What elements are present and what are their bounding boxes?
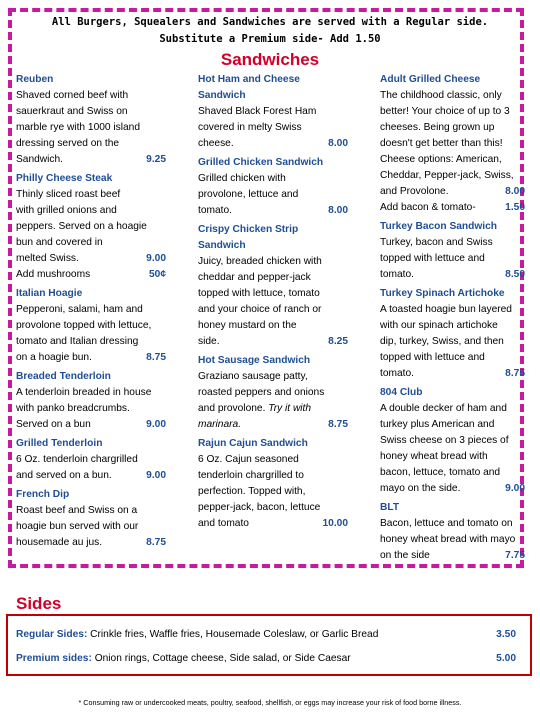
item-description-text: and tomato xyxy=(198,518,249,529)
item-description-last xyxy=(380,267,525,283)
menu-item xyxy=(16,72,166,168)
item-name: Turkey Spinach Artichoke xyxy=(380,288,505,299)
item-description-last xyxy=(380,481,525,497)
item-description-last xyxy=(16,152,166,168)
item-description: Turkey, bacon and Swiss xyxy=(380,237,493,248)
item-description xyxy=(198,401,348,417)
item-name: Reuben xyxy=(16,74,54,85)
item-name: 804 Club xyxy=(380,387,423,398)
item-description-last xyxy=(198,516,348,532)
menu-item xyxy=(16,487,166,551)
notice-line-1: All Burgers, Squealers and Sandwiches are served with a Regular side. xyxy=(51,16,489,28)
item-description-text: cheese. xyxy=(198,138,234,149)
item-description: Grilled chicken with xyxy=(198,173,286,184)
item-price: 8.00 xyxy=(328,205,348,216)
item-suggestion: Try it with xyxy=(268,403,312,414)
item-description: with panko breadcrumbs. xyxy=(16,403,130,414)
item-name: Hot Ham and Cheese xyxy=(198,74,300,85)
item-description-text: side. xyxy=(198,336,220,347)
item-description: perfection. Topped with, xyxy=(198,486,306,497)
item-description-last xyxy=(16,350,166,366)
item-description-text: mayo on the side. xyxy=(380,483,461,494)
item-price: 9.25 xyxy=(146,154,166,165)
item-name: Grilled Tenderloin xyxy=(16,438,103,449)
item-description: Shaved corned beef with xyxy=(16,90,129,101)
item-name: Adult Grilled Cheese xyxy=(380,74,481,85)
item-description: bacon, lettuce, tomato and xyxy=(380,467,501,478)
item-description-last xyxy=(380,366,525,382)
menu-column-1 xyxy=(16,72,166,554)
item-price: 9.00 xyxy=(146,253,166,264)
addon-price: 1.50 xyxy=(505,202,525,213)
menu-item xyxy=(16,171,166,283)
item-price: 8.75 xyxy=(328,419,348,430)
item-description: cheeses. Being grown up xyxy=(380,122,495,133)
item-price: 8.00 xyxy=(328,138,348,149)
menu-item xyxy=(380,286,525,382)
item-description-text: melted Swiss. xyxy=(16,253,79,264)
item-description-text: tomato. xyxy=(198,205,232,216)
item-price: 9.00 xyxy=(146,419,166,430)
item-description-last xyxy=(198,334,348,350)
item-name: BLT xyxy=(380,502,400,513)
item-description: tenderloin chargrilled to xyxy=(198,470,304,481)
item-name: Hot Sausage Sandwich xyxy=(198,355,311,366)
item-name: Rajun Cajun Sandwich xyxy=(198,438,308,449)
item-price: 8.75 xyxy=(505,368,525,379)
item-description: topped with lettuce, tomato xyxy=(198,288,320,299)
item-addon xyxy=(380,200,525,216)
item-description-text: and provolone. xyxy=(198,403,269,414)
item-description-last xyxy=(16,535,166,551)
item-description: pepper-jack, bacon, lettuce xyxy=(198,502,321,513)
menu-item xyxy=(198,353,348,433)
item-description: Shaved Black Forest Ham xyxy=(198,106,317,117)
menu-item xyxy=(198,222,348,350)
item-description: Roast beef and Swiss on a xyxy=(16,505,138,516)
item-description-text: Sandwich. xyxy=(16,154,64,165)
menu-item xyxy=(380,500,525,564)
item-description: bun and covered in xyxy=(16,237,103,248)
item-description: turkey plus American and xyxy=(380,419,495,430)
item-description: cheddar and pepper-jack xyxy=(198,272,311,283)
item-description-last xyxy=(16,417,166,433)
item-description: A toasted hoagie bun layered xyxy=(380,304,512,315)
sides-title: Sides xyxy=(16,594,62,613)
item-description: Swiss cheese on 3 pieces of xyxy=(380,435,509,446)
item-description: and your choice of ranch or xyxy=(198,304,322,315)
item-price: 8.00 xyxy=(505,186,525,197)
item-description: hoagie bun served with our xyxy=(16,521,139,532)
item-description: honey mustard on the xyxy=(198,320,297,331)
item-description-text: marinara. xyxy=(198,419,242,430)
item-name: Italian Hoagie xyxy=(16,288,83,299)
side-notice xyxy=(12,14,528,48)
item-price: 8.50 xyxy=(505,269,525,280)
item-description: better! Your choice of up to 3 xyxy=(380,106,510,117)
regular-sides-text: Crinkle fries, Waffle fries, Housemade Coleslaw, or Garlic Bread xyxy=(87,629,379,640)
item-description-text: on a hoagie bun. xyxy=(16,352,92,363)
regular-sides-row xyxy=(16,628,522,642)
menu-item xyxy=(16,369,166,433)
item-name: Sandwich xyxy=(198,90,246,101)
item-price: 8.75 xyxy=(146,352,166,363)
menu-item xyxy=(198,155,348,219)
notice-line-2: Substitute a Premium side- Add 1.50 xyxy=(159,33,381,45)
item-description-text: housemade au jus. xyxy=(16,537,103,548)
item-description: covered in melty Swiss xyxy=(198,122,302,133)
item-description: with grilled onions and xyxy=(16,205,117,216)
item-description: Bacon, lettuce and tomato on xyxy=(380,518,513,529)
item-price: 10.00 xyxy=(322,518,348,529)
item-name: Breaded Tenderloin xyxy=(16,371,111,382)
menu-column-3 xyxy=(380,72,525,567)
premium-sides-label: Premium sides: xyxy=(16,653,92,664)
item-description-text: tomato. xyxy=(380,269,414,280)
item-description-text: on the side xyxy=(380,550,430,561)
item-addon xyxy=(16,267,166,283)
item-name: Sandwich xyxy=(198,240,246,251)
item-description: dip, turkey, Swiss, and then xyxy=(380,336,504,347)
item-description: dressing served on the xyxy=(16,138,120,149)
item-description: Juicy, breaded chicken with xyxy=(198,256,322,267)
item-description: Cheddar, Pepper-jack, Swiss, xyxy=(380,170,514,181)
item-description: provolone topped with lettuce, xyxy=(16,320,152,331)
menu-column-2 xyxy=(198,72,348,535)
menu-item xyxy=(16,286,166,366)
item-name: Turkey Bacon Sandwich xyxy=(380,221,497,232)
item-description: roasted peppers and onions xyxy=(198,387,325,398)
item-description-last xyxy=(198,136,348,152)
sandwiches-title: Sandwiches xyxy=(220,50,320,69)
item-name: Philly Cheese Steak xyxy=(16,173,113,184)
item-description: topped with lettuce and xyxy=(380,253,485,264)
premium-sides-text: Onion rings, Cottage cheese, Side salad, or Side Caesar xyxy=(91,653,351,664)
item-description: topped with lettuce and xyxy=(380,352,485,363)
menu-item xyxy=(380,219,525,283)
menu-item xyxy=(198,72,348,152)
item-description: Pepperoni, salami, ham and xyxy=(16,304,143,315)
premium-sides-price: 5.00 xyxy=(496,653,516,664)
item-description-last xyxy=(198,203,348,219)
item-description: sauerkraut and Swiss on xyxy=(16,106,128,117)
item-description: Cheese options: American, xyxy=(380,154,502,165)
item-description: The childhood classic, only xyxy=(380,90,502,101)
menu-item xyxy=(198,436,348,532)
menu-item xyxy=(380,385,525,497)
food-safety-notice: * Consuming raw or undercooked meats, poultry, seafood, shellfish, or eggs may increase your risk of food borne illness. xyxy=(78,698,462,707)
regular-sides-label: Regular Sides: xyxy=(16,629,88,640)
item-description: honey wheat bread with mayo xyxy=(380,534,516,545)
menu-item xyxy=(380,72,525,216)
item-description-last xyxy=(380,184,525,200)
item-description: 6 Oz. tenderloin chargrilled xyxy=(16,454,138,465)
item-description: Thinly sliced roast beef xyxy=(16,189,121,200)
item-description: tomato and Italian dressing xyxy=(16,336,139,347)
item-description-last xyxy=(380,548,525,564)
regular-sides-price: 3.50 xyxy=(496,629,516,640)
addon-text: Add mushrooms xyxy=(16,269,91,280)
item-description: peppers. Served on a hoagie xyxy=(16,221,147,232)
item-price: 9.00 xyxy=(146,470,166,481)
item-description-text: and served on a bun. xyxy=(16,470,112,481)
item-description-text: tomato. xyxy=(380,368,414,379)
item-name: Crispy Chicken Strip xyxy=(198,224,299,235)
item-description-text: Served on a bun xyxy=(16,419,91,430)
item-description: A tenderloin breaded in house xyxy=(16,387,152,398)
item-name: French Dip xyxy=(16,489,70,500)
premium-sides-row xyxy=(16,652,522,666)
item-price: 7.75 xyxy=(505,550,525,561)
item-description: marble rye with 1000 island xyxy=(16,122,141,133)
item-description-last xyxy=(16,251,166,267)
item-price: 9.00 xyxy=(505,483,525,494)
item-description: Graziano sausage patty, xyxy=(198,371,308,382)
item-description: with our spinach artichoke xyxy=(380,320,498,331)
item-description-last xyxy=(198,417,348,433)
item-description: doesn't get better than this! xyxy=(380,138,503,149)
item-description: 6 Oz. Cajun seasoned xyxy=(198,454,299,465)
item-description: A double decker of ham and xyxy=(380,403,507,414)
item-description: provolone, lettuce and xyxy=(198,189,299,200)
sides-box xyxy=(6,614,532,676)
item-description: honey wheat bread with xyxy=(380,451,488,462)
addon-text: Add bacon & tomato- xyxy=(380,202,476,213)
menu-item xyxy=(16,436,166,484)
item-description-text: and Provolone. xyxy=(380,186,449,197)
item-price: 8.25 xyxy=(328,336,348,347)
item-name: Grilled Chicken Sandwich xyxy=(198,157,324,168)
item-price: 8.75 xyxy=(146,537,166,548)
item-description-last xyxy=(16,468,166,484)
addon-price: 50¢ xyxy=(149,269,166,280)
